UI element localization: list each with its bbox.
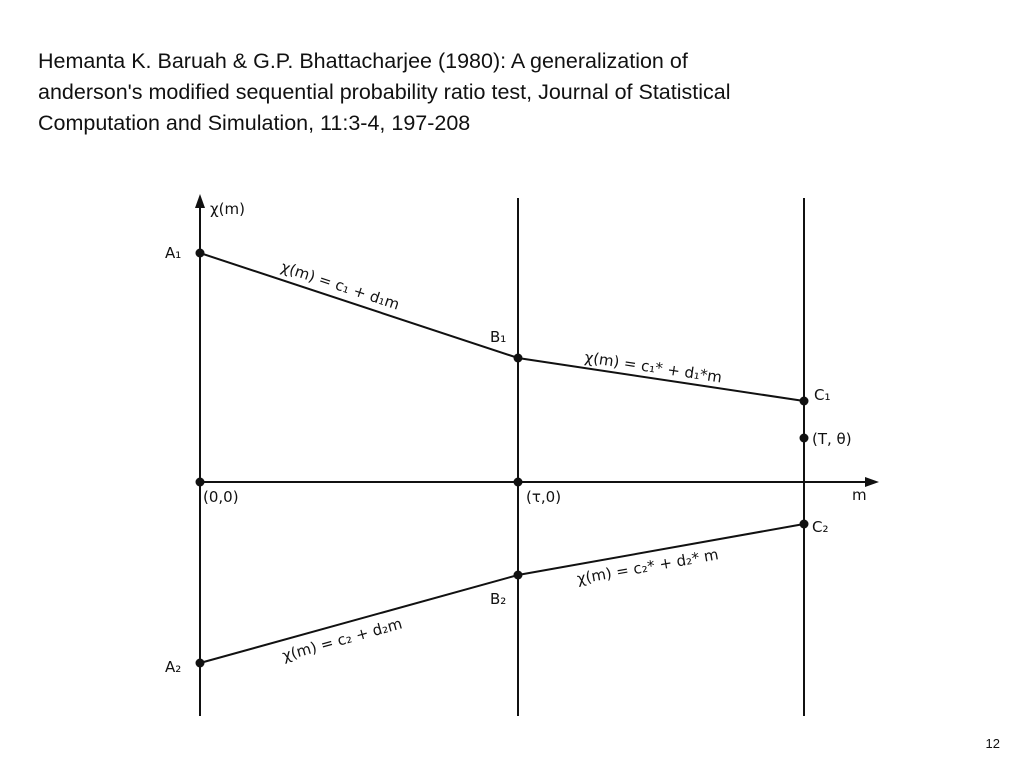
point-T-theta	[800, 434, 809, 443]
label-tau-zero: (τ,0)	[526, 488, 562, 506]
point-C2	[800, 520, 809, 529]
point-A2	[196, 659, 205, 668]
page-number: 12	[985, 736, 1000, 751]
label-C2: C₂	[812, 518, 829, 536]
y-axis-arrowhead	[195, 194, 205, 208]
x-axis-label: m	[852, 486, 867, 504]
label-A1: A₁	[165, 244, 182, 262]
citation-line-3: Computation and Simulation, 11:3-4, 197-208	[38, 111, 471, 135]
equation-upper-first: χ(m) = c₁ + d₁m	[278, 257, 402, 314]
citation-line-1: Hemanta K. Baruah & G.P. Bhattacharjee (1980): A generalization of	[38, 49, 688, 73]
label-B1: B₁	[490, 328, 507, 346]
point-C1	[800, 397, 809, 406]
x-axis-arrowhead	[865, 477, 879, 487]
label-T-theta: (T, θ)	[812, 430, 852, 448]
y-axis-label: χ(m)	[210, 200, 245, 218]
point-B2	[514, 571, 523, 580]
citation-line-2: anderson's modified sequential probability ratio test, Journal of Statistical	[38, 80, 731, 104]
equation-upper-second: χ(m) = c₁* + d₁*m	[583, 348, 724, 387]
label-C1: C₁	[814, 386, 831, 404]
point-tau-zero	[514, 478, 523, 487]
label-A2: A₂	[165, 658, 182, 676]
label-B2: B₂	[490, 590, 507, 608]
point-A1	[196, 249, 205, 258]
equation-lower-first: χ(m) = c₂ + d₂m	[280, 614, 405, 665]
label-origin: (0,0)	[203, 488, 239, 506]
point-origin	[196, 478, 205, 487]
equation-lower-second: χ(m) = c₂* + d₂* m	[575, 545, 720, 588]
point-B1	[514, 354, 523, 363]
